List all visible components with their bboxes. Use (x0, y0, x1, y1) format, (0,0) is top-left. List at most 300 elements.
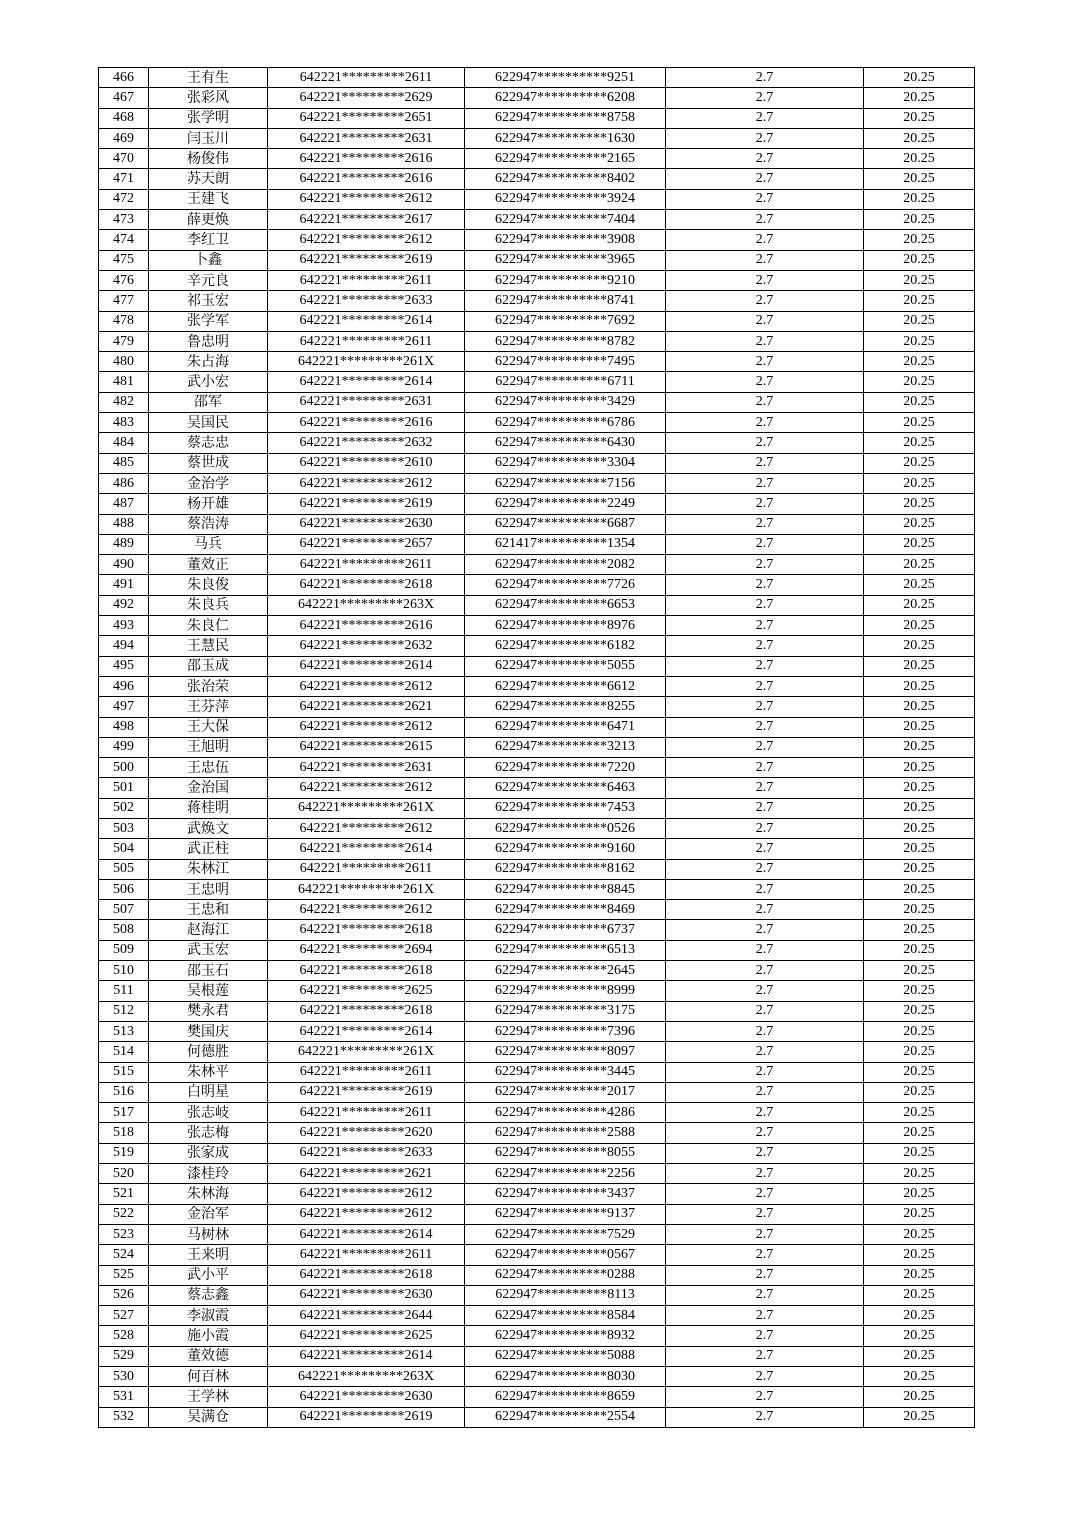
row-number: 497 (99, 697, 149, 717)
amount-value: 20.25 (864, 1062, 975, 1082)
area-value: 2.7 (666, 1204, 864, 1224)
bank-account: 622947**********8758 (465, 108, 666, 128)
person-name: 张家成 (149, 1143, 268, 1163)
table-row (99, 595, 975, 615)
table-row (99, 900, 975, 920)
table-row (99, 128, 975, 148)
row-number: 489 (99, 534, 149, 554)
amount-value: 20.25 (864, 352, 975, 372)
table-row (99, 149, 975, 169)
amount-value: 20.25 (864, 1184, 975, 1204)
row-number: 520 (99, 1164, 149, 1184)
table-row (99, 453, 975, 473)
person-name: 邵玉成 (149, 656, 268, 676)
row-number: 501 (99, 778, 149, 798)
id-number: 642221*********2616 (268, 616, 465, 636)
amount-value: 20.25 (864, 413, 975, 433)
table-row (99, 1184, 975, 1204)
amount-value: 20.25 (864, 433, 975, 453)
id-number: 642221*********2612 (268, 717, 465, 737)
bank-account: 622947**********7404 (465, 210, 666, 230)
row-number: 466 (99, 68, 149, 88)
id-number: 642221*********2632 (268, 636, 465, 656)
amount-value: 20.25 (864, 900, 975, 920)
area-value: 2.7 (666, 818, 864, 838)
row-number: 502 (99, 798, 149, 818)
table-row (99, 392, 975, 412)
area-value: 2.7 (666, 1326, 864, 1346)
amount-value: 20.25 (864, 291, 975, 311)
table-row (99, 1082, 975, 1102)
bank-account: 622947**********6786 (465, 413, 666, 433)
person-name: 张志岐 (149, 1103, 268, 1123)
bank-account: 622947**********0567 (465, 1245, 666, 1265)
table-row (99, 250, 975, 270)
row-number: 515 (99, 1062, 149, 1082)
amount-value: 20.25 (864, 189, 975, 209)
person-name: 武小宏 (149, 372, 268, 392)
row-number: 474 (99, 230, 149, 250)
person-name: 朱林海 (149, 1184, 268, 1204)
table-row (99, 331, 975, 351)
table-row (99, 1204, 975, 1224)
person-name: 王芬萍 (149, 697, 268, 717)
id-number: 642221*********2610 (268, 453, 465, 473)
id-number: 642221*********2612 (268, 189, 465, 209)
table-row (99, 230, 975, 250)
row-number: 522 (99, 1204, 149, 1224)
id-number: 642221*********2618 (268, 920, 465, 940)
row-number: 481 (99, 372, 149, 392)
person-name: 武正柱 (149, 839, 268, 859)
amount-value: 20.25 (864, 169, 975, 189)
bank-account: 622947**********2165 (465, 149, 666, 169)
id-number: 642221*********261X (268, 1042, 465, 1062)
amount-value: 20.25 (864, 210, 975, 230)
amount-value: 20.25 (864, 1306, 975, 1326)
amount-value: 20.25 (864, 534, 975, 554)
row-number: 517 (99, 1103, 149, 1123)
row-number: 505 (99, 859, 149, 879)
person-name: 王来明 (149, 1245, 268, 1265)
table-row (99, 1367, 975, 1387)
amount-value: 20.25 (864, 798, 975, 818)
id-number: 642221*********2621 (268, 697, 465, 717)
amount-value: 20.25 (864, 1367, 975, 1387)
id-number: 642221*********2633 (268, 291, 465, 311)
row-number: 528 (99, 1326, 149, 1346)
area-value: 2.7 (666, 494, 864, 514)
id-number: 642221*********2611 (268, 1245, 465, 1265)
amount-value: 20.25 (864, 981, 975, 1001)
id-number: 642221*********2630 (268, 514, 465, 534)
id-number: 642221*********2619 (268, 1407, 465, 1427)
id-number: 642221*********2616 (268, 413, 465, 433)
bank-account: 622947**********6208 (465, 88, 666, 108)
row-number: 526 (99, 1285, 149, 1305)
amount-value: 20.25 (864, 818, 975, 838)
id-number: 642221*********2618 (268, 1001, 465, 1021)
area-value: 2.7 (666, 534, 864, 554)
id-number: 642221*********2618 (268, 961, 465, 981)
area-value: 2.7 (666, 1042, 864, 1062)
bank-account: 622947**********7156 (465, 473, 666, 493)
row-number: 471 (99, 169, 149, 189)
row-number: 511 (99, 981, 149, 1001)
id-number: 642221*********2612 (268, 900, 465, 920)
amount-value: 20.25 (864, 920, 975, 940)
row-number: 510 (99, 961, 149, 981)
bank-account: 622947**********8255 (465, 697, 666, 717)
table-row (99, 920, 975, 940)
area-value: 2.7 (666, 250, 864, 270)
row-number: 468 (99, 108, 149, 128)
id-number: 642221*********2611 (268, 555, 465, 575)
table-row (99, 616, 975, 636)
person-name: 樊永君 (149, 1001, 268, 1021)
area-value: 2.7 (666, 108, 864, 128)
table-row (99, 372, 975, 392)
bank-account: 622947**********3437 (465, 1184, 666, 1204)
row-number: 512 (99, 1001, 149, 1021)
bank-account: 622947**********6471 (465, 717, 666, 737)
area-value: 2.7 (666, 900, 864, 920)
person-name: 张学明 (149, 108, 268, 128)
person-name: 苏天朗 (149, 169, 268, 189)
row-number: 488 (99, 514, 149, 534)
bank-account: 622947**********7726 (465, 575, 666, 595)
bank-account: 622947**********6612 (465, 676, 666, 696)
table-row (99, 108, 975, 128)
amount-value: 20.25 (864, 636, 975, 656)
id-number: 642221*********2630 (268, 1285, 465, 1305)
area-value: 2.7 (666, 1123, 864, 1143)
id-number: 642221*********2618 (268, 1265, 465, 1285)
person-name: 蔡浩涛 (149, 514, 268, 534)
person-name: 朱良仁 (149, 616, 268, 636)
id-number: 642221*********2657 (268, 534, 465, 554)
bank-account: 621417**********1354 (465, 534, 666, 554)
table-row (99, 676, 975, 696)
person-name: 邵玉石 (149, 961, 268, 981)
amount-value: 20.25 (864, 616, 975, 636)
id-number: 642221*********2612 (268, 230, 465, 250)
id-number: 642221*********2620 (268, 1123, 465, 1143)
id-number: 642221*********2644 (268, 1306, 465, 1326)
area-value: 2.7 (666, 413, 864, 433)
person-name: 朱良兵 (149, 595, 268, 615)
id-number: 642221*********2625 (268, 1326, 465, 1346)
bank-account: 622947**********3429 (465, 392, 666, 412)
id-number: 642221*********2619 (268, 494, 465, 514)
bank-account: 622947**********2082 (465, 555, 666, 575)
area-value: 2.7 (666, 1184, 864, 1204)
row-number: 485 (99, 453, 149, 473)
bank-account: 622947**********8402 (465, 169, 666, 189)
table-row (99, 737, 975, 757)
amount-value: 20.25 (864, 1245, 975, 1265)
area-value: 2.7 (666, 758, 864, 778)
id-number: 642221*********2612 (268, 1204, 465, 1224)
row-number: 477 (99, 291, 149, 311)
id-number: 642221*********2612 (268, 676, 465, 696)
amount-value: 20.25 (864, 676, 975, 696)
area-value: 2.7 (666, 778, 864, 798)
table-row (99, 433, 975, 453)
id-number: 642221*********2614 (268, 1346, 465, 1366)
person-name: 闫玉川 (149, 128, 268, 148)
person-name: 赵海江 (149, 920, 268, 940)
row-number: 521 (99, 1184, 149, 1204)
table-row (99, 1224, 975, 1244)
id-number: 642221*********263X (268, 1367, 465, 1387)
amount-value: 20.25 (864, 940, 975, 960)
bank-account: 622947**********6711 (465, 372, 666, 392)
subsidy-table (98, 67, 975, 1428)
area-value: 2.7 (666, 189, 864, 209)
amount-value: 20.25 (864, 1143, 975, 1163)
person-name: 吴根莲 (149, 981, 268, 1001)
area-value: 2.7 (666, 920, 864, 940)
person-name: 金治军 (149, 1204, 268, 1224)
amount-value: 20.25 (864, 1082, 975, 1102)
id-number: 642221*********2621 (268, 1164, 465, 1184)
table-row (99, 961, 975, 981)
row-number: 472 (99, 189, 149, 209)
amount-value: 20.25 (864, 514, 975, 534)
person-name: 王大保 (149, 717, 268, 737)
area-value: 2.7 (666, 1164, 864, 1184)
id-number: 642221*********261X (268, 879, 465, 899)
id-number: 642221*********2612 (268, 473, 465, 493)
row-number: 524 (99, 1245, 149, 1265)
bank-account: 622947**********3965 (465, 250, 666, 270)
area-value: 2.7 (666, 372, 864, 392)
table-row (99, 697, 975, 717)
person-name: 施小霞 (149, 1326, 268, 1346)
amount-value: 20.25 (864, 1224, 975, 1244)
row-number: 500 (99, 758, 149, 778)
area-value: 2.7 (666, 1224, 864, 1244)
area-value: 2.7 (666, 1306, 864, 1326)
area-value: 2.7 (666, 595, 864, 615)
row-number: 470 (99, 149, 149, 169)
table-row (99, 189, 975, 209)
row-number: 480 (99, 352, 149, 372)
table-row (99, 88, 975, 108)
area-value: 2.7 (666, 331, 864, 351)
id-number: 642221*********261X (268, 352, 465, 372)
amount-value: 20.25 (864, 473, 975, 493)
id-number: 642221*********2629 (268, 88, 465, 108)
person-name: 王忠明 (149, 879, 268, 899)
area-value: 2.7 (666, 514, 864, 534)
area-value: 2.7 (666, 717, 864, 737)
area-value: 2.7 (666, 798, 864, 818)
row-number: 476 (99, 270, 149, 290)
area-value: 2.7 (666, 149, 864, 169)
amount-value: 20.25 (864, 656, 975, 676)
amount-value: 20.25 (864, 1021, 975, 1041)
bank-account: 622947**********8162 (465, 859, 666, 879)
person-name: 武小平 (149, 1265, 268, 1285)
amount-value: 20.25 (864, 1042, 975, 1062)
bank-account: 622947**********6653 (465, 595, 666, 615)
person-name: 金治国 (149, 778, 268, 798)
row-number: 499 (99, 737, 149, 757)
person-name: 张学军 (149, 311, 268, 331)
area-value: 2.7 (666, 128, 864, 148)
area-value: 2.7 (666, 1346, 864, 1366)
row-number: 467 (99, 88, 149, 108)
person-name: 鲁忠明 (149, 331, 268, 351)
person-name: 董效正 (149, 555, 268, 575)
bank-account: 622947**********3924 (465, 189, 666, 209)
area-value: 2.7 (666, 1367, 864, 1387)
bank-account: 622947**********8097 (465, 1042, 666, 1062)
bank-account: 622947**********3445 (465, 1062, 666, 1082)
row-number: 492 (99, 595, 149, 615)
person-name: 蔡世成 (149, 453, 268, 473)
person-name: 朱占海 (149, 352, 268, 372)
row-number: 513 (99, 1021, 149, 1041)
bank-account: 622947**********7495 (465, 352, 666, 372)
bank-account: 622947**********8113 (465, 1285, 666, 1305)
table-row (99, 555, 975, 575)
amount-value: 20.25 (864, 961, 975, 981)
person-name: 武焕文 (149, 818, 268, 838)
table-row (99, 1164, 975, 1184)
table-row (99, 534, 975, 554)
table-row (99, 818, 975, 838)
area-value: 2.7 (666, 1021, 864, 1041)
bank-account: 622947**********8932 (465, 1326, 666, 1346)
bank-account: 622947**********0288 (465, 1265, 666, 1285)
table-row (99, 778, 975, 798)
area-value: 2.7 (666, 68, 864, 88)
table-row (99, 68, 975, 88)
row-number: 498 (99, 717, 149, 737)
person-name: 樊国庆 (149, 1021, 268, 1041)
area-value: 2.7 (666, 656, 864, 676)
table-row (99, 1143, 975, 1163)
amount-value: 20.25 (864, 108, 975, 128)
table-row (99, 352, 975, 372)
row-number: 479 (99, 331, 149, 351)
id-number: 642221*********2631 (268, 128, 465, 148)
amount-value: 20.25 (864, 575, 975, 595)
bank-account: 622947**********9137 (465, 1204, 666, 1224)
row-number: 531 (99, 1387, 149, 1407)
row-number: 516 (99, 1082, 149, 1102)
amount-value: 20.25 (864, 453, 975, 473)
bank-account: 622947**********2645 (465, 961, 666, 981)
bank-account: 622947**********9251 (465, 68, 666, 88)
person-name: 武玉宏 (149, 940, 268, 960)
id-number: 642221*********2612 (268, 818, 465, 838)
table-row (99, 1306, 975, 1326)
table-row (99, 1001, 975, 1021)
person-name: 辛元良 (149, 270, 268, 290)
bank-account: 622947**********9160 (465, 839, 666, 859)
area-value: 2.7 (666, 555, 864, 575)
table-row (99, 1387, 975, 1407)
table-row (99, 717, 975, 737)
amount-value: 20.25 (864, 595, 975, 615)
person-name: 卜鑫 (149, 250, 268, 270)
row-number: 509 (99, 940, 149, 960)
bank-account: 622947**********9210 (465, 270, 666, 290)
area-value: 2.7 (666, 169, 864, 189)
table-row (99, 1265, 975, 1285)
row-number: 484 (99, 433, 149, 453)
id-number: 642221*********2625 (268, 981, 465, 1001)
person-name: 董效德 (149, 1346, 268, 1366)
amount-value: 20.25 (864, 1346, 975, 1366)
row-number: 473 (99, 210, 149, 230)
area-value: 2.7 (666, 210, 864, 230)
id-number: 642221*********2630 (268, 1387, 465, 1407)
id-number: 642221*********263X (268, 595, 465, 615)
table-row (99, 758, 975, 778)
row-number: 532 (99, 1407, 149, 1427)
amount-value: 20.25 (864, 331, 975, 351)
person-name: 张治荣 (149, 676, 268, 696)
area-value: 2.7 (666, 1062, 864, 1082)
area-value: 2.7 (666, 1245, 864, 1265)
row-number: 482 (99, 392, 149, 412)
person-name: 马树林 (149, 1224, 268, 1244)
row-number: 496 (99, 676, 149, 696)
bank-account: 622947**********6513 (465, 940, 666, 960)
amount-value: 20.25 (864, 250, 975, 270)
row-number: 530 (99, 1367, 149, 1387)
person-name: 蒋桂明 (149, 798, 268, 818)
person-name: 杨开雄 (149, 494, 268, 514)
person-name: 王旭明 (149, 737, 268, 757)
table-row (99, 1042, 975, 1062)
amount-value: 20.25 (864, 494, 975, 514)
amount-value: 20.25 (864, 149, 975, 169)
row-number: 486 (99, 473, 149, 493)
area-value: 2.7 (666, 676, 864, 696)
table-row (99, 169, 975, 189)
id-number: 642221*********2611 (268, 859, 465, 879)
person-name: 吴满仓 (149, 1407, 268, 1427)
area-value: 2.7 (666, 1001, 864, 1021)
id-number: 642221*********2619 (268, 1082, 465, 1102)
id-number: 642221*********2614 (268, 372, 465, 392)
person-name: 王建飞 (149, 189, 268, 209)
amount-value: 20.25 (864, 68, 975, 88)
area-value: 2.7 (666, 352, 864, 372)
row-number: 483 (99, 413, 149, 433)
table-row (99, 636, 975, 656)
amount-value: 20.25 (864, 1326, 975, 1346)
area-value: 2.7 (666, 879, 864, 899)
bank-account: 622947**********5055 (465, 656, 666, 676)
area-value: 2.7 (666, 1285, 864, 1305)
area-value: 2.7 (666, 839, 864, 859)
area-value: 2.7 (666, 1082, 864, 1102)
id-number: 642221*********2632 (268, 433, 465, 453)
person-name: 马兵 (149, 534, 268, 554)
person-name: 金治学 (149, 473, 268, 493)
area-value: 2.7 (666, 392, 864, 412)
table-row (99, 514, 975, 534)
id-number: 642221*********2614 (268, 839, 465, 859)
table-row (99, 656, 975, 676)
